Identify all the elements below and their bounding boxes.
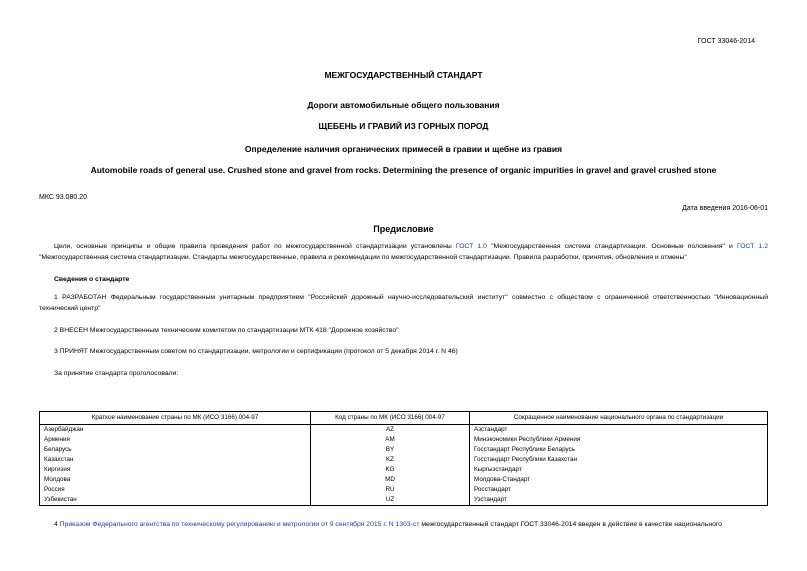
- code-cell: AM: [311, 435, 470, 445]
- code-cell: BY: [311, 445, 470, 455]
- body-cell: Кыргызстандарт: [470, 465, 768, 475]
- table-row: [40, 465, 768, 475]
- body-cell: Молдова-Стандарт: [470, 475, 768, 485]
- code-cell: KZ: [311, 455, 470, 465]
- code-cell: UZ: [311, 495, 470, 506]
- code-cell: RU: [311, 485, 470, 495]
- preface-paragraph: [39, 241, 768, 263]
- preface-text-mid: "Межгосударственная система стандартизации. Основные положения" и: [486, 243, 737, 250]
- voted-label: За принятие стандарта проголосовали:: [54, 370, 179, 377]
- table-row: [40, 475, 768, 485]
- body-cell: Минэкономики Республики Армения: [470, 435, 768, 445]
- item4-number: 4: [54, 521, 60, 528]
- english-title: Automobile roads of general use. Crushed stone and gravel from rocks. Determining the presence of organic impurities in gravel and gravel crushed stone: [90, 165, 717, 175]
- country-cell: Россия: [40, 485, 311, 495]
- method-title: Определение наличия органических примесей в гравии и щебне из гравия: [244, 144, 563, 154]
- document-code: ГОСТ 33046-2014: [697, 38, 755, 45]
- gost-1-0-link[interactable]: ГОСТ 1.0: [455, 243, 487, 250]
- preface-text-start: Цели, основные принципы и общие правила проведения работ по межгосударственной стандартизации установлены: [54, 243, 456, 250]
- body-cell: Госстандарт Республики Казахстан: [470, 455, 768, 465]
- intro-date: Дата введения 2016-06-01: [682, 205, 768, 212]
- column-header-body: Сокращенное наименование национального органа по стандартизации: [470, 412, 768, 425]
- voting-countries-table: [39, 411, 768, 506]
- country-cell: Казахстан: [40, 455, 311, 465]
- code-cell: KG: [311, 465, 470, 475]
- code-cell: MD: [311, 475, 470, 485]
- preface-heading: Предисловие: [373, 224, 434, 234]
- country-cell: Азербайджан: [40, 425, 311, 436]
- table-row: [40, 445, 768, 455]
- country-cell: Молдова: [40, 475, 311, 485]
- item-adopted: 3 ПРИНЯТ Межгосударственным советом по стандартизации, метрологии и сертификации (протокол от 5 декабря 2014 г. N 46): [54, 348, 458, 355]
- standard-type-title: МЕЖГОСУДАРСТВЕННЫЙ СТАНДАРТ: [324, 70, 483, 80]
- code-cell: AZ: [311, 425, 470, 436]
- subject-title: Дороги автомобильные общего пользования: [307, 100, 500, 110]
- table-row: [40, 455, 768, 465]
- country-cell: Армения: [40, 435, 311, 445]
- table-header-row: [40, 412, 768, 425]
- item-introduced: 2 ВНЕСЕН Межгосударственным техническим комитетом по стандартизации МТК 418 "Дорожное хозяйство": [54, 327, 399, 334]
- preface-text-end: "Межгосударственная система стандартизации. Стандарты межгосударственные, правила и рекомендации по межгосударственной стандартизации. Правила разработки, принятия, обновления и отмены": [39, 254, 687, 261]
- body-cell: Узстандарт: [470, 495, 768, 506]
- body-cell: Азстандарт: [470, 425, 768, 436]
- order-link[interactable]: Приказом Федерального агентства по техническому регулированию и метрологии от 9 сентября 2015 г. N 1303-ст: [59, 521, 420, 528]
- table-row: [40, 495, 768, 506]
- item4-text: межгосударственный стандарт ГОСТ 33046-2014 введен в действие в качестве национального: [419, 521, 722, 528]
- table-row: [40, 425, 768, 436]
- body-cell: Росстандарт: [470, 485, 768, 495]
- column-header-country: Краткое наименование страны по МК (ИСО 3166) 004-97: [40, 412, 311, 425]
- table-row: [40, 485, 768, 495]
- mks-code: МКС 93.080.20: [39, 194, 87, 201]
- item-enacted: [39, 519, 768, 530]
- column-header-code: Код страны по МК (ИСО 3166) 004-97: [311, 412, 470, 425]
- info-heading: Сведения о стандарте: [54, 276, 130, 283]
- body-cell: Госстандарт Республики Беларусь: [470, 445, 768, 455]
- country-cell: Беларусь: [40, 445, 311, 455]
- item-developed: 1 РАЗРАБОТАН Федеральным государственным унитарным предприятием "Российский дорожный научно-исследовательский институт" совместно с обществом с ограниченной ответственностью "Инновационный технический центр": [39, 294, 768, 312]
- standard-name-title: ЩЕБЕНЬ И ГРАВИЙ ИЗ ГОРНЫХ ПОРОД: [318, 121, 489, 131]
- country-cell: Узбекистан: [40, 495, 311, 506]
- gost-1-2-link[interactable]: ГОСТ 1.2: [736, 243, 769, 250]
- table-row: [40, 435, 768, 445]
- country-cell: Киргизия: [40, 465, 311, 475]
